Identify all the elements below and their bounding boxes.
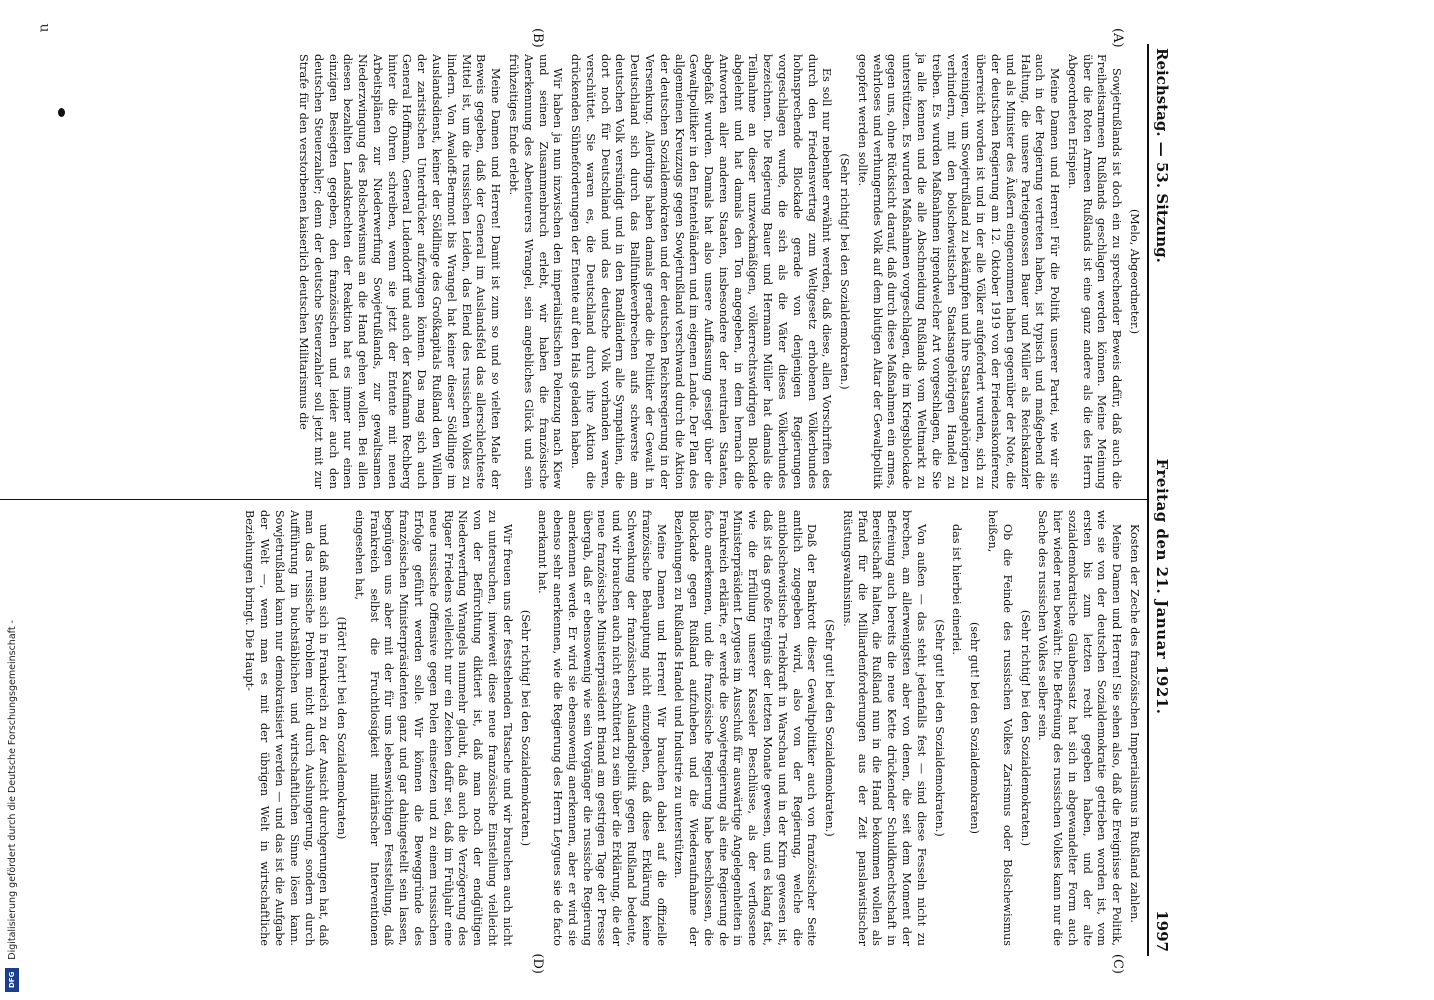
paragraph: (Sehr richtig! bei den Sozialdemokraten.) [1018,609,1032,847]
paragraph: und daß man sich in Frankreich zu der Ansicht durchgerungen hat, daß man das russische Problem nicht durch Aushungerung, sondern durch Aufführung im buchstäblichen und wirtschaftlichen Sinne lösen kann. Sowjetrußland kann nur demokratisiert werden — und das ist die Aufgabe der Welt —, wenn man es mit der übrigen Welt in wirtschaftliche Beziehungen bringt. Die Haupt- [243,510,331,946]
paragraph: Es soll nur nebenher erwähnt werden, daß diese, allen Vorschriften des durch den Friedensvertrag zum Weltgesetz erhobenen Völkerbundes hohnsprechende Blockade gerade von denjenigen Regierungen vorgeschlagen wurde, die sich als die Väter dieses Völkerbundes bezeichnen. Die Regierung Bauer und Hermann Müller hat damals die Teilnahme an dieser unzweckmäßigen, völkerrechtswidrigen Blockade abgelehnt und hat damals den Ton angegeben, in dem hernach die Antworten aller anderen Staaten, insbesondere der neutralen Staaten, abgefaßt wurden. Damals hat also unsere Auffassung gesiegt über die Gewaltpolitiker in den Ententeländern und im eigenen Lande. Der Plan des allgemeinen Kreuzzugs gegen Sowjetrußland verschwand durch die Aktion der deutschen Sozialdemokraten und der deutschen Reichsregierung in der Versenkung. Allerdings haben damals gerade die Politiker der Gewalt in Deutschland sich durch das Ballfunkeverbrechen aufs schwerste am deutschen Volk versündigt und in den Randländern alle Sympathien, die dort noch für Deutschland und das deutsche Volk vorhanden waren, verschüttet. Sie waren es, die Deutschland durch ihre Aktion die drückenden Sühneforderungen der Entente auf den Hals geladen haben. [569,54,834,489]
margin-marker-c: (C) [1110,953,1125,974]
page-header [1147,44,1177,956]
paragraph: Kosten der Zeche des französischen Imperialismus in Rußland zahlen. [1128,524,1141,923]
paragraph: (Sehr richtig! bei den Sozialdemokraten.) [518,609,532,847]
text-columns [0,44,1147,956]
paragraph: (Sehr gut! bei den Sozialdemokraten.) [823,619,837,837]
paragraph: (sehr gut! bei den Sozialdemokraten) [968,622,982,834]
paragraph: (Melo, Abgeordneter.) [1128,208,1141,335]
page-number: 1997 [1153,910,1171,952]
paragraph: Meine Damen und Herren! Damit ist zum so und so vielten Male der Beweis gegeben, daß der General im Auslandsfeld das allerschlechteste Mittel ist, um die russischen Leiden, das Elend des russischen Volkes zu lindern. Von Awaloff-Bermont bis Wrangel hat keiner dieser Söldlinge im Auslandsdienst, keiner der Söldlinge des Großkapitals Rußland den Willen der zaristischen Unterdrücker aufzwingen können. Das mag sich auch General Hoffmann, General Ludendorff und auch der Kaufmann Rechberg hinter die Ohren schreiben, wenn sie jetzt der Entente mit neuen Arbeitsplänen zur Niederwerfung Sowjetrußlands, zur gewaltsamen Niederzwingung des Bolschewismus an die Hand gehen wollen. Bei allen diesen bezahlten Landsknechten der Reaktion hat es immer nur einen einzigen Besiegten gegeben, den französischen und leider auch den deutschen Steuerzahler; denn der deutsche Steuerzahler soll jetzt mit zur Strafe für den verstorbenen kaiserlich deutschen Militarismus die [297,54,503,489]
margin-marker-a: (A) [1110,28,1125,48]
paragraph: das ist hierbei einerlei. [950,524,964,655]
paragraph: Meine Damen und Herren! Sie sehen also, daß die Ereignisse der Politik, wie sie von der deutschen Sozialdemokratie getrieben worden ist, vom ersten bis zum letzten recht gegeben haben, und der alte sozialdemokratische Glaubenssatz hat sich in abgewandelter Form auch hier wieder neu bewährt: Die Befreiung des russischen Volkes kann nur die Sache des russischen Volkes selber sein. [1036,510,1124,946]
paragraph: (Hört! hört! bei den Sozialdemokraten) [335,616,349,840]
paragraph: (Sehr richtig! bei den Sozialdemokraten.) [838,153,852,390]
header-session: Reichstag. — 53. Sitzung. [1153,48,1171,263]
paragraph: Wir freuen uns der feststehenden Tatsache und wir brauchen auch nicht zu untersuchen, inwieweit diese neue französische Einstellung vielleicht von der Befürchtung diktiert ist, daß man noch der endgültigen Niederwerfung Wrangels nunmehr glaubt, daß auch die Verzögerung des Rigaer Friedens vielleicht nur ein Zeichen dafür sei, daß im Frühjahr eine neue russische Offensive gegen Polen einsetzen und zu einem russischen Erfolge geführt werden solle. Wir können die Beweggründe des französischen Ministerpräsidenten ganz und gar dahingestellt sein lassen, begnügen uns aber mit der für uns lebenswichtigen Feststellung, daß Frankreich selbst die Fruchtlosigkeit militärischer Interventionen eingesehen hat, [352,510,514,946]
paragraph: Von außen — das steht jedenfalls fest — sind diese Fesseln nicht zu brechen, am allerwenigsten aber von denen, die seit dem Moment der Befreiung auch bereits die neue Kette drückender Schuldknechtschaft in Bereitschaft halten, die Rußland nun in die Hand bekommen wollen als Pfand für die Milliardenforderungen aus der Zeit panslawistischer Rüstungswahnsinns. [840,510,928,946]
scanned-page [0,28,1185,974]
header-date: Freitag den 21. Januar 1921. [1153,458,1171,715]
paragraph: Wir haben ja nun inzwischen den imperialistischen Polenzug nach Kiew und seinen Zusammenbruch erlebt, wir haben die französische Anerkennung des Abenteurers Wrangel, sein angebliches Glück und sein frühzeitiges Ende erlebt. [506,54,565,489]
paragraph: Ob die Feinde des russischen Volkes Zarismus oder Bolschewismus heißen, [985,510,1014,946]
paragraph: Daß der Bankrott dieser Gewaltpolitiker auch von französischer Seite amtlich zugegeben wird, also von der Regierung, welche die antibolschewistische Triebkraft in Warschau und in der Krim gewesen ist, daß ist das große Ereignis der letzten Monate gewesen, und es klang fast, wie die Erfüllung unserer Kasseler Beschlüsse, als der verflossene Ministerpräsident Leygues im Ausschuß für auswärtige Angelegenheiten in Frankreich erklärte, er werde die Sowjetregierung als eine Regierung de facto anerkennen, und die französische Regierung habe beschlossen, die Blockade gegen Rußland aufzuheben und die Wiederaufnahme der Beziehungen zu Rußlands Handel und Industrie zu unterstützen. [672,510,819,946]
left-column [0,44,1147,500]
right-column [0,500,1147,956]
margin-marker-b: (B) [530,28,545,48]
paragraph: (Sehr gut! bei den Sozialdemokraten.) [932,619,946,837]
paragraph: Meine Damen und Herren! Für die Politik unserer Partei, wie wir sie auch in der Regierung vertreten haben, ist typisch und maßgebend die Haltung, die unsere Parteigenossen Bauer und Müller als Reichskanzler und als Minister des Äußern eingenommen haben gegenüber der Note, die der deutschen Regierung am 12. Oktober 1919 von der Friedenskonferenz überreicht worden ist und in der alle Völker aufgefordert wurden, sich zu vereinigen, um Sowjetrußland zu bekämpfen und ihre Staatsangehörigen zu verhindern, mit den bolschewistischen Staatsangehörigen Handel zu treiben. Es wurden Maßnahmen irgendwelcher Art vorgeschlagen, die Sie ja alle kennen und die alle Abschneidung Rußlands vom Weltmarkt zu unterstützen. Es wurden Maßnahmen vorgeschlagen, die im Kriegsblockade gegen uns, ohne Rücksicht darauf, daß durch diese Maßnahmen ein armes, wehrloses und verhungerndes Volk auf dem blutigen Altar der Gewaltpolitik geopfert werden sollte. [855,54,1062,489]
margin-marker-d: (D) [530,953,545,974]
dfg-logo-icon: DFG [5,968,19,992]
paragraph: Meine Damen und Herren! Wir brauchen dabei auf die offizielle französische Behauptung nicht einzugehen, daß diese Erklärung keine Schwenkung der französischen Auslandspolitik gegen Rußland bedeute, und wir brauchen auch nicht erschüttert zu sein über die Erklärung, die der neue französische Ministerpräsident Briand am gestrigen Tage der Presse übergab, daß er ebensowenig wie sein Vorgänger die russische Regierung anerkennen werde. Er wird sie ebensowenig anerkennen, aber er wird sie ebenso sehr anerkennen, wie die Regierung des Herrn Leygues sie de facto anerkannt hat. [536,510,668,946]
corner-mark: u [36,23,53,33]
digitization-credit: Digitalisierung gefördert durch die Deutsche Forschungsgemeinschaft - [6,620,18,960]
paragraph: Sowjetrußlands ist doch ein zu sprechender Beweis dafür, daß auch die Freiheitsarmeen Rußlands geschlagen werden können. Meine Meinung über die Roten Armeen Rußlands ist eine ganz andere als die des Herrn Abgeordneten Erispien. [1065,54,1124,489]
